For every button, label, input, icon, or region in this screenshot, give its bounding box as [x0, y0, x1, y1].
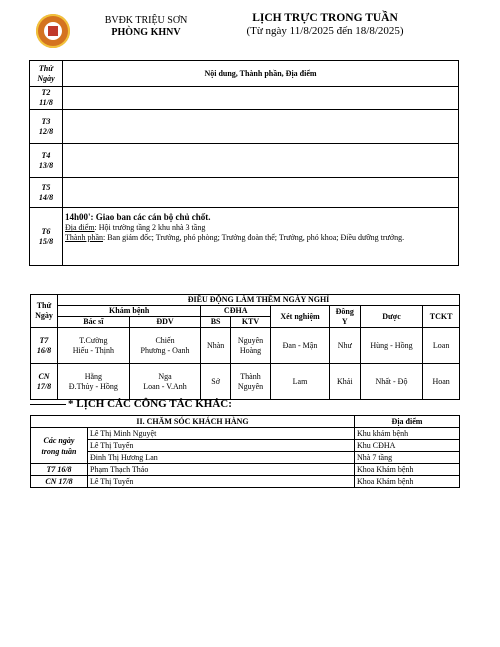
col-day-header: Thứ Ngày [31, 295, 58, 328]
col-location-header: Địa điểm [355, 416, 460, 428]
kham-benh-header: Khám bệnh [58, 306, 201, 317]
members-label: Thành phần [65, 233, 103, 242]
ddv-header: ĐDV [129, 317, 201, 328]
location-label: Địa điểm [65, 223, 95, 232]
dept-name: PHÒNG KHNV [111, 27, 181, 38]
page-title: LỊCH TRỰC TRONG TUẦN [252, 12, 398, 24]
members-value: : Ban giám đốc; Trưởng, phó phòng; Trưởng đoàn thể; Trưởng, phó khoa; Điều dưỡng trưởng. [103, 233, 405, 242]
table-row: T7 16/8 T.Cường Hiếu - Thịnh Chiến Phương - Oanh Nhàn Nguyên Hoàng Đan - Mận Như Hùng - Hồng Loan [31, 328, 460, 364]
table-row: T7 16/8 Phạm Thạch Thảo Khoa Khám bệnh [31, 464, 460, 476]
org-block [96, 15, 196, 39]
xet-nghiem-header: Xét nghiệm [271, 306, 330, 328]
other-tasks-heading: * LỊCH CÁC CÔNG TÁC KHÁC: [30, 398, 232, 410]
customer-care-title: II. CHĂM SÓC KHÁCH HÀNG [31, 416, 355, 428]
dong-y-header: Đông Y [329, 306, 360, 328]
table-row: T5 14/8 [30, 178, 459, 208]
cdha-header: CĐHA [201, 306, 271, 317]
table-row: T6 15/8 14h00': Giao ban các cán bộ chủ chốt. Địa điểm: Hội trường tầng 2 khu nhà 3 tầng Thành phần: Ban giám đốc; Trưởng, phó phòng; Trưởng đoàn thể; Trưởng, phó khoa; Điều dưỡng trưởng. [30, 208, 459, 266]
table-row: CN 17/8 Hằng Đ.Thủy - Hồng Nga Loan - V.Anh Sở Thành Nguyên Lam Khải Nhất - Độ Hoan [31, 364, 460, 400]
ktv-header: KTV [230, 317, 270, 328]
table-row: Các ngày trong tuần Lê Thị Minh Nguyệt Khu khám bệnh [31, 428, 460, 440]
customer-care-table [30, 415, 460, 488]
date-range: (Từ ngày 11/8/2025 đến 18/8/2025) [246, 25, 404, 37]
table-row: T4 13/8 [30, 144, 459, 178]
table-row: Lê Thị Tuyến Khu CĐHA [31, 440, 460, 452]
title-block [220, 12, 430, 38]
location-value: : Hội trường tầng 2 khu nhà 3 tầng [94, 223, 206, 232]
weekly-schedule-table [29, 60, 459, 266]
table-row: T3 12/8 [30, 110, 459, 144]
meeting-title: 14h00': Giao ban các cán bộ chủ chốt. [65, 212, 211, 222]
table-row: CN 17/8 Lê Thị Tuyến Khoa Khám bệnh [31, 476, 460, 488]
tckt-header: TCKT [423, 306, 460, 328]
col-day-header: Thứ Ngày [30, 61, 63, 87]
duoc-header: Dược [360, 306, 423, 328]
bs-header: BS [201, 317, 231, 328]
hospital-logo [36, 14, 70, 48]
org-name: BVĐK TRIỆU SƠN [104, 15, 188, 26]
col-content-header: Nội dung, Thành phần, Địa điểm [63, 61, 459, 87]
table-row: T2 11/8 [30, 87, 459, 110]
weekend-duty-table [30, 294, 460, 400]
weekend-title: ĐIỀU ĐỘNG LÀM THÊM NGÀY NGHỈ [58, 295, 460, 306]
bac-si-header: Bác sĩ [58, 317, 130, 328]
table-row: Đinh Thị Hương Lan Nhà 7 tầng [31, 452, 460, 464]
